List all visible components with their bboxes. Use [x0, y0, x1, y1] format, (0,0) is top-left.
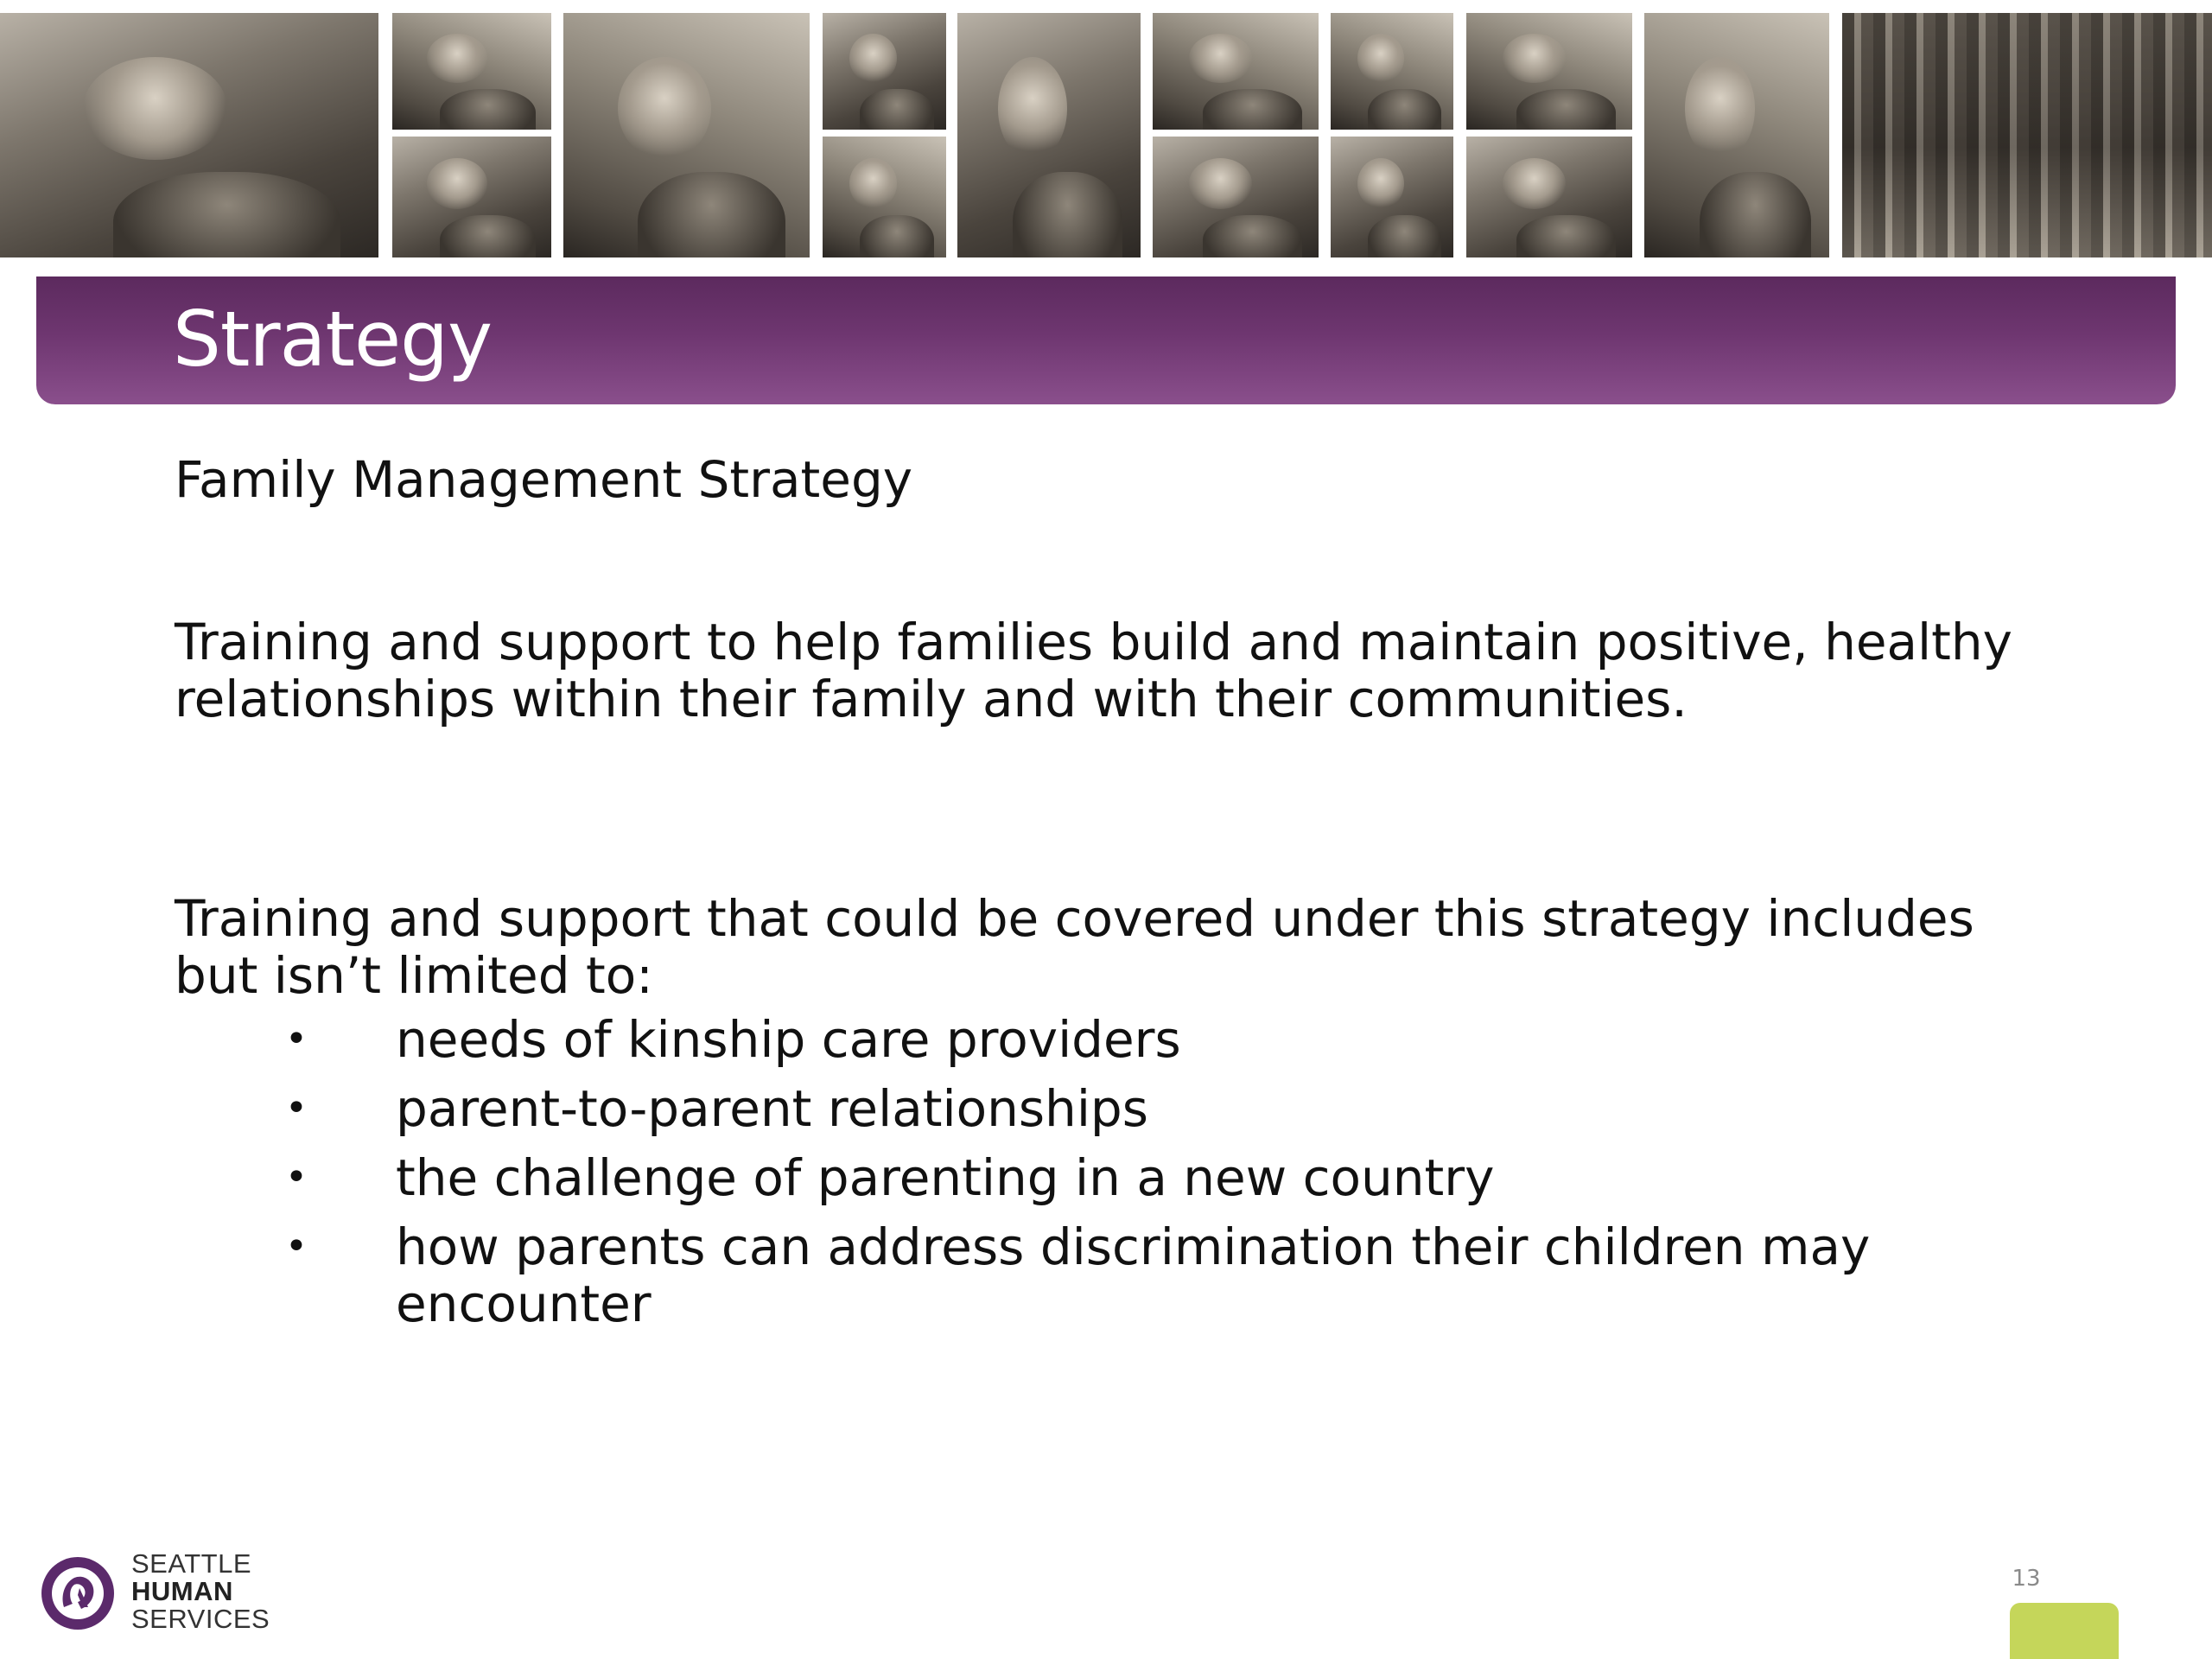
- seattle-seal-icon: [38, 1554, 118, 1633]
- logo-line-services: SERVICES: [131, 1604, 270, 1634]
- list-item: [175, 1080, 2032, 1137]
- bullet-text: how parents can address discrimination their children may encounter: [396, 1217, 1871, 1333]
- bullet-text: the challenge of parenting in a new country: [396, 1148, 1495, 1207]
- list-item: [175, 1011, 2032, 1068]
- banner-photo-crowd: [1842, 13, 2212, 257]
- banner-photo-caregiver: [957, 13, 1141, 257]
- logo-wordmark: [131, 1550, 270, 1633]
- bullet-icon: •: [285, 1086, 308, 1130]
- banner-photo-poster-presentation: [563, 13, 810, 257]
- logo-line-human: HUMAN: [131, 1576, 233, 1606]
- bullet-icon: •: [285, 1017, 308, 1061]
- banner-photo-group-table: [1153, 13, 1319, 130]
- bullet-list: [175, 1011, 2032, 1344]
- bullet-icon: •: [285, 1155, 308, 1199]
- subheading: Family Management Strategy: [175, 450, 913, 509]
- paragraph-description: Training and support to help families build and maintain positive, healthy relationships within their family and with their communities.: [175, 613, 2012, 728]
- banner-photo-office: [1466, 13, 1632, 130]
- banner-photo-food-bank: [1644, 13, 1829, 257]
- banner-photo-children-reading: [823, 13, 946, 130]
- accent-tab: [2010, 1603, 2119, 1659]
- banner-photo-workshop: [1466, 137, 1632, 257]
- bullet-icon: •: [285, 1224, 308, 1268]
- banner-photo-children-computer: [392, 137, 551, 257]
- banner-photo-child-portrait: [823, 137, 946, 257]
- photo-banner: [0, 0, 2212, 259]
- bullet-text: parent-to-parent relationships: [396, 1079, 1148, 1138]
- slide-title: Strategy: [173, 295, 493, 384]
- page-number: 13: [2012, 1566, 2041, 1592]
- banner-photo-family: [0, 13, 378, 257]
- paragraph-coverage-intro: Training and support that could be covered under this strategy includes but isn’t limited to:: [175, 889, 1974, 1005]
- banner-photo-elders: [1331, 13, 1453, 130]
- slide-content: [175, 445, 2032, 1333]
- logo-line-seattle: SEATTLE: [131, 1548, 252, 1579]
- seattle-human-services-logo: [38, 1547, 297, 1642]
- banner-photo-child-writing: [392, 13, 551, 130]
- banner-photo-conversation: [1331, 137, 1453, 257]
- list-item: [175, 1149, 2032, 1206]
- banner-photo-smiling-woman: [1153, 137, 1319, 257]
- list-item: [175, 1218, 2032, 1332]
- bullet-text: needs of kinship care providers: [396, 1010, 1181, 1069]
